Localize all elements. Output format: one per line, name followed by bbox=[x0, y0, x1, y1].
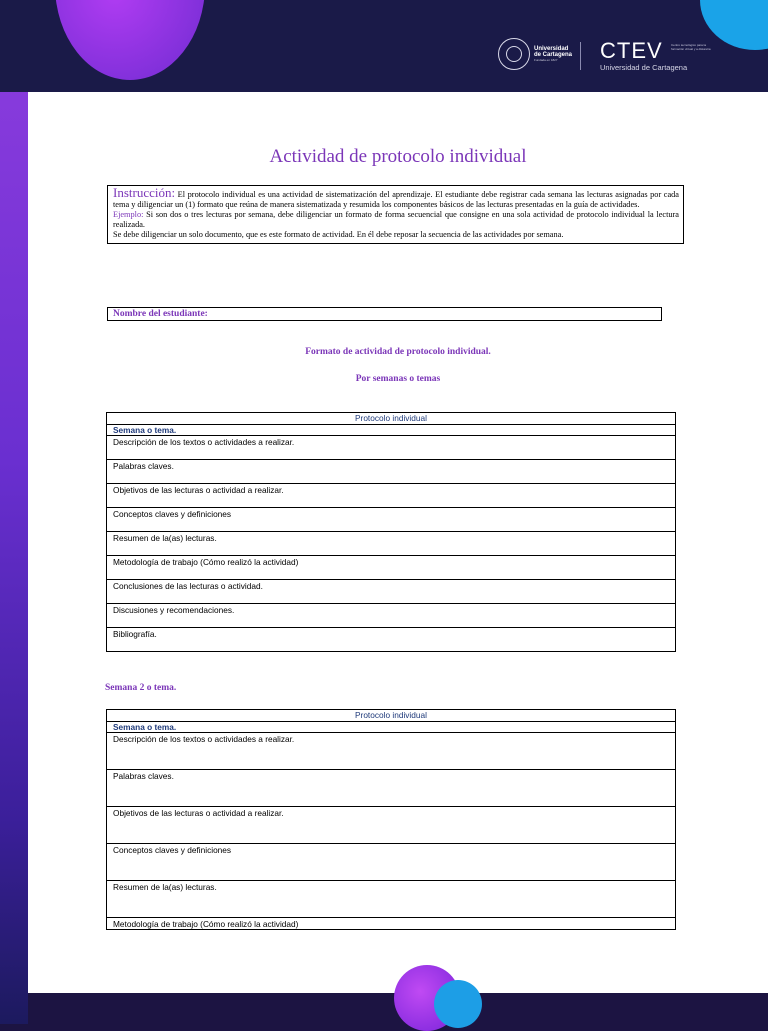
table-row[interactable]: Resumen de la(as) lecturas. bbox=[107, 881, 676, 918]
decorative-purple-blob bbox=[55, 0, 205, 80]
ctev-logo-subtitle: Universidad de Cartagena bbox=[600, 63, 688, 72]
side-gradient-band bbox=[0, 0, 28, 1024]
format-title: Formato de actividad de protocolo individual. bbox=[305, 347, 491, 357]
instruction-lead: Instrucción: bbox=[113, 185, 176, 200]
table-row[interactable]: Bibliografía. bbox=[107, 628, 676, 652]
protocol-table-1 bbox=[106, 412, 676, 652]
table-row[interactable]: Objetivos de las lecturas o actividad a realizar. bbox=[107, 484, 676, 508]
udc-logo-tagline: Fundada en 1827 bbox=[534, 57, 558, 62]
table-row[interactable]: Descripción de los textos o actividades a realizar. bbox=[107, 733, 676, 770]
section-2-label: Semana 2 o tema. bbox=[105, 683, 177, 693]
table-row[interactable]: Conceptos claves y definiciones bbox=[107, 508, 676, 532]
ctev-logo bbox=[600, 40, 710, 72]
logo-divider bbox=[580, 42, 581, 70]
table-row[interactable]: Descripción de los textos o actividades a realizar. bbox=[107, 436, 676, 460]
universidad-de-cartagena-logo bbox=[498, 38, 572, 70]
table-row[interactable]: Discusiones y recomendaciones. bbox=[107, 604, 676, 628]
table-row[interactable]: Resumen de la(as) lecturas. bbox=[107, 532, 676, 556]
instruction-text-1: El protocolo individual es una actividad de sistematización del aprendizaje. El estudiante debe registrar cada semana las lecturas asignadas por cada tema y diligenciar un (1) formato que reúna de manera sistematizada y resumida los componentes básicos de las lecturas presentadas en la guía de actividades. bbox=[113, 190, 679, 209]
ctev-logo-name: CTEV bbox=[600, 38, 663, 63]
udc-logo-line2: de Cartagena bbox=[534, 51, 573, 58]
table-row[interactable]: Objetivos de las lecturas o actividad a realizar. bbox=[107, 807, 676, 844]
protocol-table-2 bbox=[106, 709, 676, 930]
example-label: Ejemplo: bbox=[113, 210, 144, 219]
udc-logo-line1: Universidad bbox=[534, 45, 569, 52]
document-title: Actividad de protocolo individual bbox=[269, 146, 527, 167]
university-seal-icon bbox=[498, 38, 530, 70]
table-row[interactable]: Palabras claves. bbox=[107, 770, 676, 807]
table-row[interactable]: Conceptos claves y definiciones bbox=[107, 844, 676, 881]
table-row[interactable]: Metodología de trabajo (Cómo realizó la actividad) bbox=[107, 556, 676, 580]
student-name-field[interactable]: Nombre del estudiante: bbox=[107, 307, 662, 321]
table-header: Protocolo individual bbox=[107, 413, 676, 425]
instruction-text-3: Se debe diligenciar un solo documento, que es este formato de actividad. En él debe reposar la secuencia de las actividades por semana. bbox=[113, 230, 564, 239]
week-label: Semana o tema. bbox=[107, 425, 676, 436]
document-page bbox=[28, 92, 768, 993]
ctev-logo-tagline: Centro tecnológico para la formación virtual y a distancia bbox=[671, 43, 711, 51]
instruction-text-2: Si son dos o tres lecturas por semana, debe diligenciar un formato de forma secuencial que consigne en una sola actividad de protocolo individual la lectura realizada. bbox=[113, 210, 679, 229]
instruction-box bbox=[107, 185, 684, 244]
table-row[interactable]: Palabras claves. bbox=[107, 460, 676, 484]
week-label: Semana o tema. bbox=[107, 722, 676, 733]
page-header-banner bbox=[0, 0, 768, 92]
table-row[interactable]: Conclusiones de las lecturas o actividad. bbox=[107, 580, 676, 604]
format-subtitle: Por semanas o temas bbox=[355, 374, 441, 384]
table-header: Protocolo individual bbox=[107, 710, 676, 722]
decorative-blue-blob-footer bbox=[434, 980, 482, 1028]
table-row[interactable]: Metodología de trabajo (Cómo realizó la actividad) bbox=[107, 918, 676, 930]
